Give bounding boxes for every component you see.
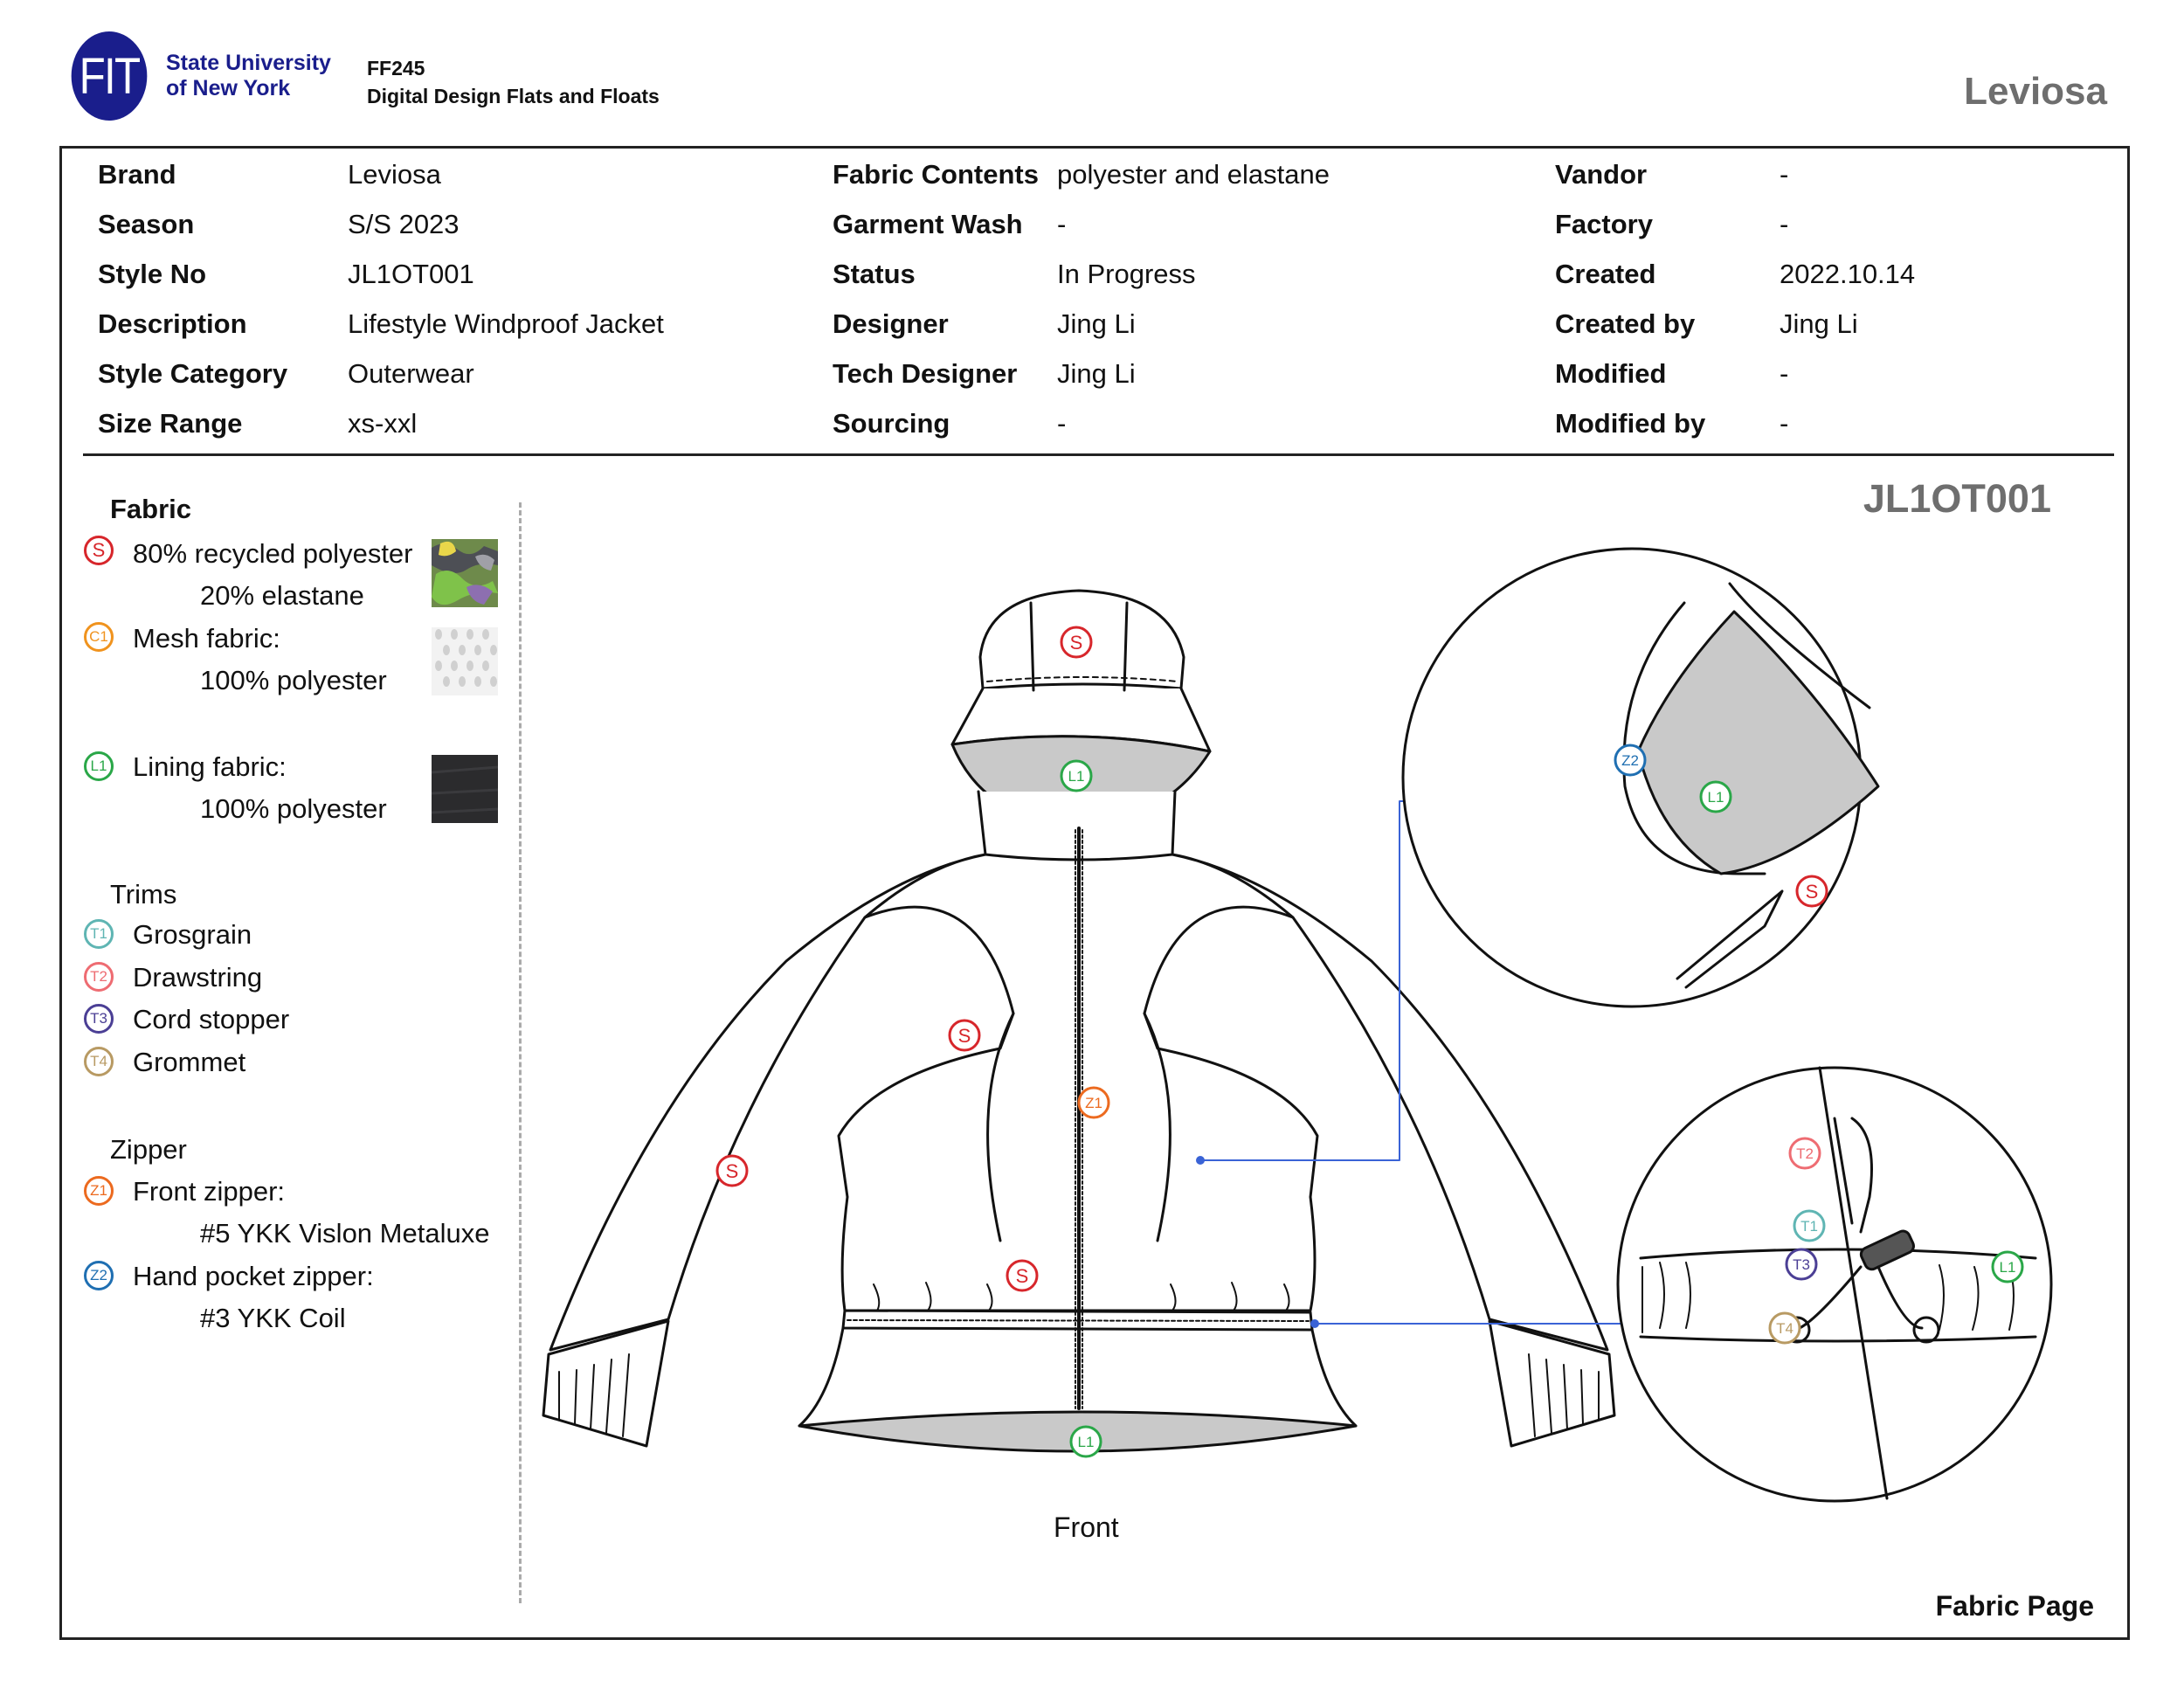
callout-label: S	[1069, 632, 1083, 654]
zipper-title: Zipper	[110, 1134, 187, 1165]
spec-value: xs-xxl	[348, 408, 418, 439]
trim-label: Drawstring	[133, 961, 263, 993]
callout-label: S	[1015, 1265, 1029, 1287]
fabric-s-line1: 80% recycled polyester	[133, 538, 413, 569]
fabric-badge-s: S	[84, 536, 114, 565]
spec-value: Jing Li	[1780, 308, 1858, 339]
fabric-l1-line1: Lining fabric:	[133, 751, 287, 782]
spec-value: polyester and elastane	[1057, 159, 1330, 190]
brand-title: Leviosa	[1964, 70, 2107, 113]
spec-label: Garment Wash	[833, 209, 1023, 239]
fabric-title: Fabric	[110, 494, 192, 524]
callout-label: L1	[1077, 1434, 1095, 1450]
spec-value: -	[1780, 159, 1789, 190]
spec-label: Status	[833, 259, 916, 289]
spec-label: Style No	[98, 259, 207, 289]
logo-line-1: State University	[166, 51, 331, 75]
trim-badge: T4	[84, 1047, 114, 1076]
trim-badge: T1	[84, 919, 114, 949]
spec-value: -	[1057, 408, 1067, 439]
zipper-badge-z1: Z1	[84, 1176, 114, 1206]
zipper-z2-line2: #3 YKK Coil	[200, 1303, 346, 1333]
jacket-body	[550, 854, 985, 1350]
callout-label: S	[725, 1160, 739, 1182]
trim-label: Cord stopper	[133, 1004, 290, 1034]
spec-value: Lifestyle Windproof Jacket	[348, 308, 664, 339]
fabric-c1-line1: Mesh fabric:	[133, 623, 280, 654]
spec-value: Leviosa	[348, 159, 441, 190]
spec-value: In Progress	[1057, 259, 1196, 289]
callout-label: Z2	[1621, 752, 1639, 769]
spec-label: Modified by	[1555, 408, 1706, 439]
spec-value: -	[1780, 408, 1789, 439]
spec-label: Created	[1555, 259, 1656, 289]
spec-value: -	[1780, 358, 1789, 389]
logo-line-2: of New York	[166, 76, 291, 100]
trim-badge: T2	[84, 962, 114, 992]
callout-label: T4	[1776, 1320, 1794, 1337]
fabric-badge-l1: L1	[84, 751, 114, 781]
callout-label: L1	[1068, 768, 1085, 785]
spec-label: Designer	[833, 308, 949, 339]
zipper-z1-line1: Front zipper:	[133, 1176, 286, 1207]
callout-label: T2	[1796, 1145, 1814, 1162]
spec-value: Jing Li	[1057, 358, 1136, 389]
spec-label: Description	[98, 308, 247, 339]
view-label-front: Front	[1054, 1512, 1119, 1543]
spec-value: Outerwear	[348, 358, 474, 389]
callout-label: Z1	[1085, 1095, 1102, 1111]
trim-label: Grommet	[133, 1046, 246, 1077]
callout-label: T1	[1800, 1218, 1818, 1235]
spec-value: Jing Li	[1057, 308, 1136, 339]
fabric-c1-line2: 100% polyester	[200, 665, 387, 695]
spec-label: Brand	[98, 159, 176, 190]
zipper-z2-line1: Hand pocket zipper:	[133, 1261, 374, 1291]
spec-label: Modified	[1555, 358, 1667, 389]
callout-label: S	[957, 1025, 971, 1047]
callout-label: T3	[1793, 1256, 1810, 1273]
spec-label: Sourcing	[833, 408, 950, 439]
spec-label: Season	[98, 209, 195, 239]
spec-label: Created by	[1555, 308, 1696, 339]
spec-label: Fabric Contents	[833, 159, 1039, 190]
spec-value: S/S 2023	[348, 209, 460, 239]
page-label: Fabric Page	[1935, 1590, 2094, 1622]
fabric-l1-line2: 100% polyester	[200, 793, 387, 824]
drawing-style-id: JL1OT001	[1863, 476, 2051, 521]
spec-label: Style Category	[98, 358, 288, 389]
trim-badge: T3	[84, 1004, 114, 1034]
trims-title: Trims	[110, 879, 177, 910]
logo-mark: FIT	[79, 47, 140, 105]
zipper-z1-line2: #5 YKK Vislon Metaluxe	[200, 1218, 490, 1249]
spec-label: Tech Designer	[833, 358, 1018, 389]
course-name: Digital Design Flats and Floats	[367, 85, 660, 107]
spec-value: 2022.10.14	[1780, 259, 1916, 289]
callout-label: L1	[1707, 789, 1724, 806]
callout-label: S	[1805, 881, 1819, 903]
fabric-s-line2: 20% elastane	[200, 580, 364, 611]
waist-detail-circle	[1618, 1068, 2051, 1501]
spec-value: JL1OT001	[348, 259, 474, 289]
zipper-badge-z2: Z2	[84, 1261, 114, 1290]
fabric-badge-c1: C1	[84, 622, 114, 652]
course-code: FF245	[367, 57, 425, 80]
spec-label: Size Range	[98, 408, 243, 439]
spec-value: -	[1057, 209, 1067, 239]
spec-label: Vandor	[1555, 159, 1648, 190]
trim-label: Grosgrain	[133, 919, 252, 950]
spec-label: Factory	[1555, 209, 1653, 239]
callout-label: L1	[1999, 1259, 2016, 1276]
spec-value: -	[1780, 209, 1789, 239]
